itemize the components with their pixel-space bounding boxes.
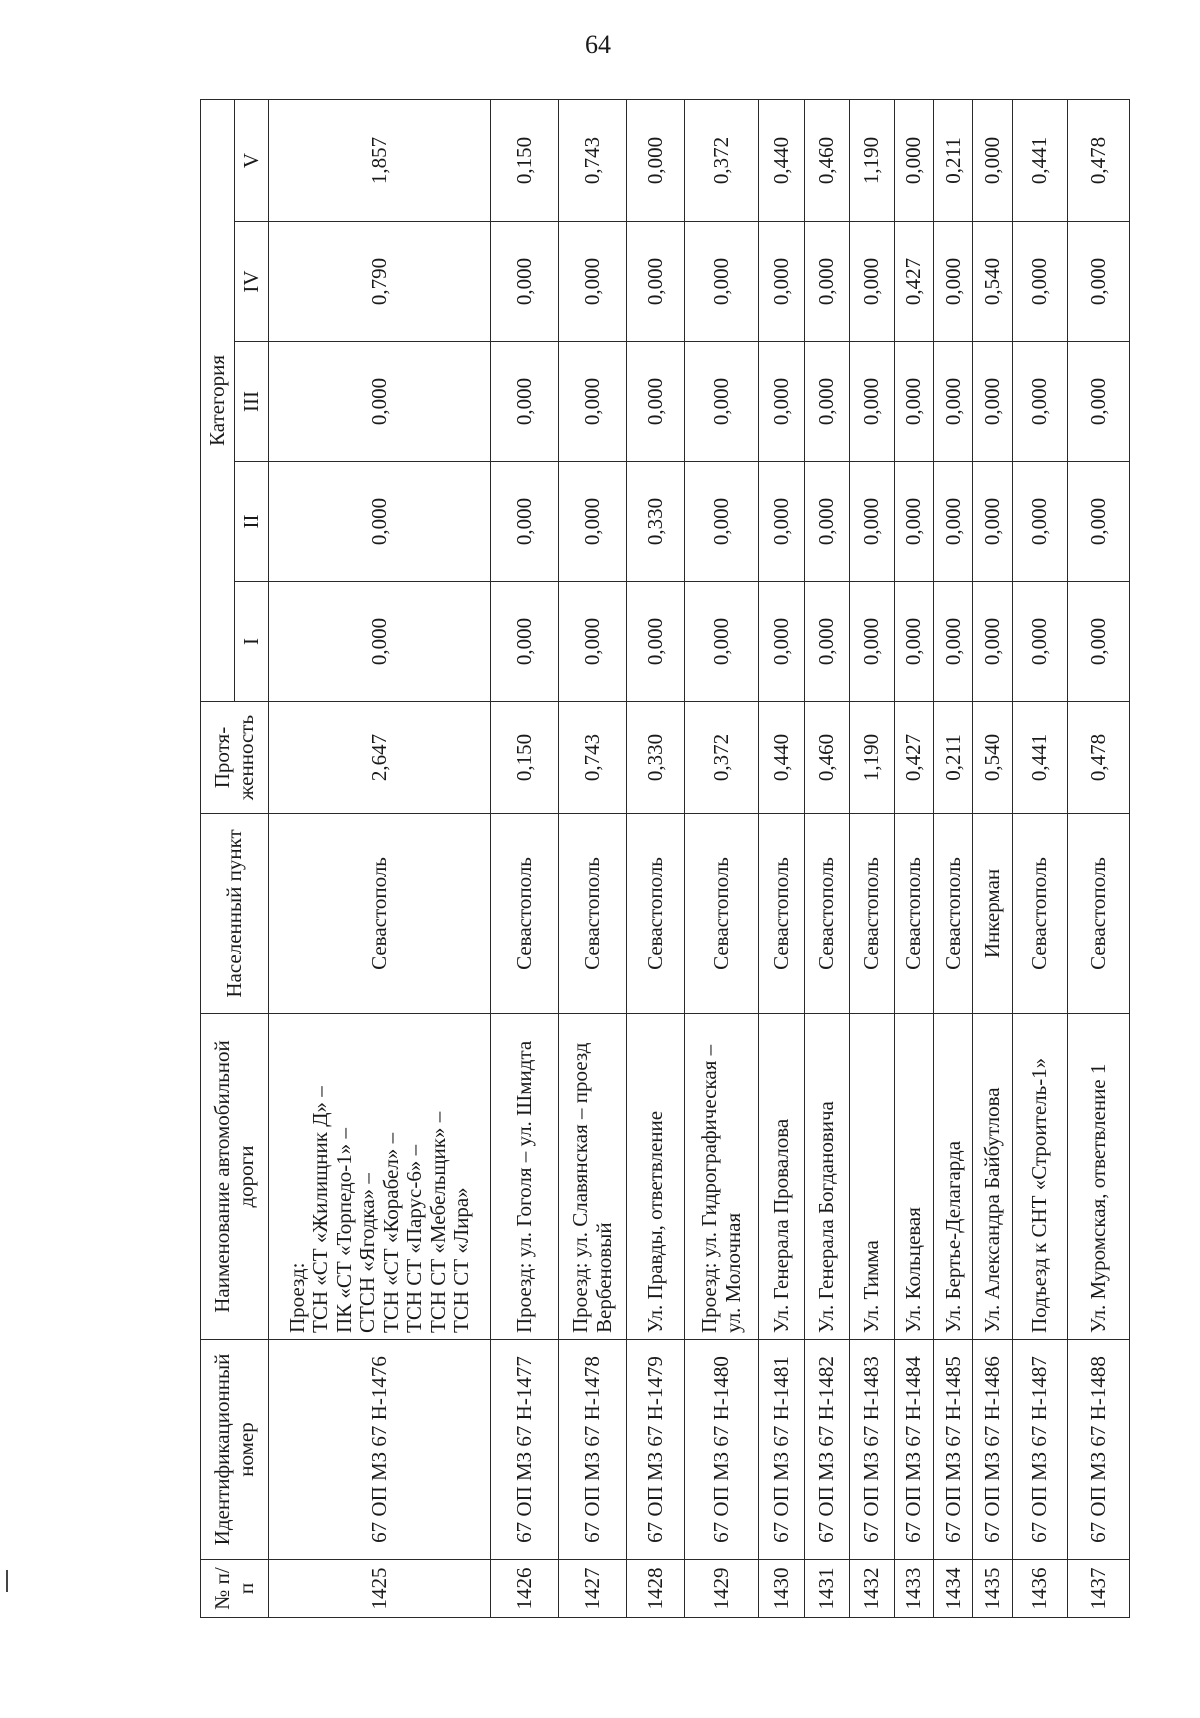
road-name-line: ТСН «СТ «Корабел» – [378, 1132, 403, 1333]
category-V-value: 0,000 [973, 99, 1012, 221]
road-length: 1,190 [849, 702, 894, 814]
category-III-value: 0,000 [685, 342, 759, 462]
category-V-value: 0,000 [627, 99, 685, 221]
road-name-line: ПК «СТ «Торпедо-1» – [331, 1128, 356, 1333]
road-id: 67 ОП МЗ 67 Н-1483 [849, 1340, 894, 1560]
settlement: Севастополь [1068, 814, 1130, 1014]
category-II-value: 0,000 [559, 462, 627, 582]
settlement: Севастополь [934, 814, 973, 1014]
table-row-1425 [269, 99, 491, 1617]
row-number: 1425 [269, 1560, 491, 1618]
header-category-I: I [235, 582, 269, 702]
category-III-value: 0,000 [1012, 342, 1068, 462]
category-I-value: 0,000 [1068, 582, 1130, 702]
category-III-value: 0,000 [491, 342, 559, 462]
road-name: Ул. Александра Байбутлова [973, 1014, 1012, 1340]
header-category-IV: IV [235, 222, 269, 342]
header-num: № п/п [201, 1560, 269, 1618]
road-name: Ул. Муромская, ответвление 1 [1068, 1014, 1130, 1340]
table-row [491, 99, 559, 1617]
category-I-value: 0,000 [559, 582, 627, 702]
road-id: 67 ОП МЗ 67 Н-1488 [1068, 1340, 1130, 1560]
category-I-value: 0,000 [759, 582, 804, 702]
category-V-value: 0,478 [1068, 99, 1130, 221]
category-III-value: 0,000 [804, 342, 849, 462]
category-V-value: 0,000 [895, 99, 934, 221]
margin-mark [6, 1570, 8, 1592]
category-II-value: 0,000 [895, 462, 934, 582]
road-length: 0,540 [973, 702, 1012, 814]
category-V-value: 1,857 [269, 99, 491, 221]
category-III-value: 0,000 [269, 342, 491, 462]
road-id: 67 ОП МЗ 67 Н-1485 [934, 1340, 973, 1560]
category-III-value: 0,000 [559, 342, 627, 462]
category-II-value: 0,000 [759, 462, 804, 582]
road-name-line: ТСН СТ «Лира» [449, 1187, 474, 1333]
road-name-line: Проезд: [284, 1262, 309, 1333]
table-row [1068, 99, 1130, 1617]
category-III-value: 0,000 [849, 342, 894, 462]
header-name: Наименование автомобильной дороги [201, 1014, 269, 1340]
category-I-value: 0,000 [973, 582, 1012, 702]
table-row [685, 99, 759, 1617]
road-length: 0,150 [491, 702, 559, 814]
category-IV-value: 0,000 [804, 222, 849, 342]
table-row [973, 99, 1012, 1617]
category-IV-value: 0,000 [559, 222, 627, 342]
category-I-value: 0,000 [934, 582, 973, 702]
road-id: 67 ОП МЗ 67 Н-1487 [1012, 1340, 1068, 1560]
row-number: 1429 [685, 1560, 759, 1618]
category-IV-value: 0,000 [685, 222, 759, 342]
header-place: Населенный пункт [201, 814, 269, 1014]
table-row [849, 99, 894, 1617]
road-length: 0,743 [559, 702, 627, 814]
road-name: Ул. Тимма [849, 1014, 894, 1340]
row-number: 1432 [849, 1560, 894, 1618]
category-V-value: 0,150 [491, 99, 559, 221]
settlement: Севастополь [559, 814, 627, 1014]
category-V-value: 0,440 [759, 99, 804, 221]
category-V-value: 0,211 [934, 99, 973, 221]
road-id: 67 ОП МЗ 67 Н-1480 [685, 1340, 759, 1560]
road-name-line: ТСН СТ «Мебельщик» – [425, 1111, 450, 1333]
road-length: 0,441 [1012, 702, 1068, 814]
category-IV-value: 0,000 [1068, 222, 1130, 342]
table-row [1012, 99, 1068, 1617]
row-number: 1435 [973, 1560, 1012, 1618]
road-id: 67 ОП МЗ 67 Н-1481 [759, 1340, 804, 1560]
table-row [559, 99, 627, 1617]
road-length: 0,211 [934, 702, 973, 814]
category-IV-value: 0,000 [934, 222, 973, 342]
category-I-value: 0,000 [804, 582, 849, 702]
road-name: Ул. Генерала Провалова [759, 1014, 804, 1340]
road-name: Проезд: ул. Гоголя – ул. Шмидта [491, 1014, 559, 1340]
row-number: 1426 [491, 1560, 559, 1618]
row-number: 1428 [627, 1560, 685, 1618]
category-II-value: 0,000 [1068, 462, 1130, 582]
category-II-value: 0,000 [849, 462, 894, 582]
row-number: 1434 [934, 1560, 973, 1618]
road-length: 0,440 [759, 702, 804, 814]
category-IV-value: 0,427 [895, 222, 934, 342]
category-IV-value: 0,000 [849, 222, 894, 342]
settlement: Севастополь [804, 814, 849, 1014]
category-IV-value: 0,000 [1012, 222, 1068, 342]
road-name-line: СТСН «Ягодка» – [355, 1173, 380, 1333]
category-IV-value: 0,000 [491, 222, 559, 342]
row-number: 1431 [804, 1560, 849, 1618]
page-number: 64 [585, 30, 611, 59]
road-name: Подъезд к СНТ «Строитель-1» [1012, 1014, 1068, 1340]
road-length: 0,330 [627, 702, 685, 814]
row-number: 1437 [1068, 1560, 1130, 1618]
road-id: 67 ОП МЗ 67 Н-1479 [627, 1340, 685, 1560]
header-length: Протя-женность [201, 702, 269, 814]
category-II-value: 0,000 [491, 462, 559, 582]
row-number: 1436 [1012, 1560, 1068, 1618]
category-V-value: 0,441 [1012, 99, 1068, 221]
roads-table [200, 99, 1130, 1618]
road-id: 67 ОП МЗ 67 Н-1478 [559, 1340, 627, 1560]
category-V-value: 1,190 [849, 99, 894, 221]
settlement: Севастополь [895, 814, 934, 1014]
road-id: 67 ОП МЗ 67 Н-1477 [491, 1340, 559, 1560]
road-name-line: ТСН СТ «Парус-6» – [402, 1144, 427, 1333]
road-name: Проезд: ул. Гидрографическая – ул. Молочная [685, 1014, 759, 1340]
row-number: 1427 [559, 1560, 627, 1618]
settlement: Севастополь [269, 814, 491, 1014]
road-id: 67 ОП МЗ 67 Н-1482 [804, 1340, 849, 1560]
settlement: Севастополь [1012, 814, 1068, 1014]
road-length: 0,427 [895, 702, 934, 814]
road-name: Ул. Кольцевая [895, 1014, 934, 1340]
category-V-value: 0,372 [685, 99, 759, 221]
row-number: 1430 [759, 1560, 804, 1618]
road-length: 2,647 [269, 702, 491, 814]
table-row [627, 99, 685, 1617]
header-category-II: II [235, 462, 269, 582]
category-I-value: 0,000 [1012, 582, 1068, 702]
category-I-value: 0,000 [849, 582, 894, 702]
category-II-value: 0,000 [973, 462, 1012, 582]
road-name-line: ТСН «СТ «Жилищник Д» – [308, 1086, 333, 1333]
table-row [759, 99, 804, 1617]
settlement: Севастополь [759, 814, 804, 1014]
category-III-value: 0,000 [895, 342, 934, 462]
category-III-value: 0,000 [627, 342, 685, 462]
category-I-value: 0,000 [685, 582, 759, 702]
category-III-value: 0,000 [759, 342, 804, 462]
category-II-value: 0,000 [804, 462, 849, 582]
category-II-value: 0,000 [269, 462, 491, 582]
header-category-V: V [235, 99, 269, 221]
settlement: Севастополь [627, 814, 685, 1014]
category-I-value: 0,000 [627, 582, 685, 702]
road-id: 67 ОП МЗ 67 Н-1484 [895, 1340, 934, 1560]
table-row [804, 99, 849, 1617]
settlement: Севастополь [491, 814, 559, 1014]
category-IV-value: 0,790 [269, 222, 491, 342]
category-III-value: 0,000 [934, 342, 973, 462]
road-length: 0,372 [685, 702, 759, 814]
rotated-table-sheet [200, 100, 1130, 1618]
header-id: Идентификационный номер [201, 1340, 269, 1560]
header-category-III: III [235, 342, 269, 462]
road-name: Ул. Генерала Богдановича [804, 1014, 849, 1340]
road-length: 0,460 [804, 702, 849, 814]
road-name: Ул. Бертье-Делагарда [934, 1014, 973, 1340]
category-IV-value: 0,540 [973, 222, 1012, 342]
road-name: Проезд: ул. Славянская – проезд Вербеновый [559, 1014, 627, 1340]
category-I-value: 0,000 [269, 582, 491, 702]
road-name [269, 1014, 491, 1340]
road-id: 67 ОП МЗ 67 Н-1476 [269, 1340, 491, 1560]
category-III-value: 0,000 [973, 342, 1012, 462]
road-length: 0,478 [1068, 702, 1130, 814]
table-row [895, 99, 934, 1617]
category-II-value: 0,000 [1012, 462, 1068, 582]
category-V-value: 0,743 [559, 99, 627, 221]
settlement: Севастополь [685, 814, 759, 1014]
category-I-value: 0,000 [491, 582, 559, 702]
table-row [934, 99, 973, 1617]
settlement: Инкерман [973, 814, 1012, 1014]
row-number: 1433 [895, 1560, 934, 1618]
category-II-value: 0,000 [685, 462, 759, 582]
category-I-value: 0,000 [895, 582, 934, 702]
category-IV-value: 0,000 [627, 222, 685, 342]
settlement: Севастополь [849, 814, 894, 1014]
category-IV-value: 0,000 [759, 222, 804, 342]
category-II-value: 0,330 [627, 462, 685, 582]
header-category: Категория [201, 99, 235, 701]
category-V-value: 0,460 [804, 99, 849, 221]
road-name: Ул. Правды, ответвление [627, 1014, 685, 1340]
category-III-value: 0,000 [1068, 342, 1130, 462]
table-body [491, 99, 1130, 1617]
road-id: 67 ОП МЗ 67 Н-1486 [973, 1340, 1012, 1560]
category-II-value: 0,000 [934, 462, 973, 582]
